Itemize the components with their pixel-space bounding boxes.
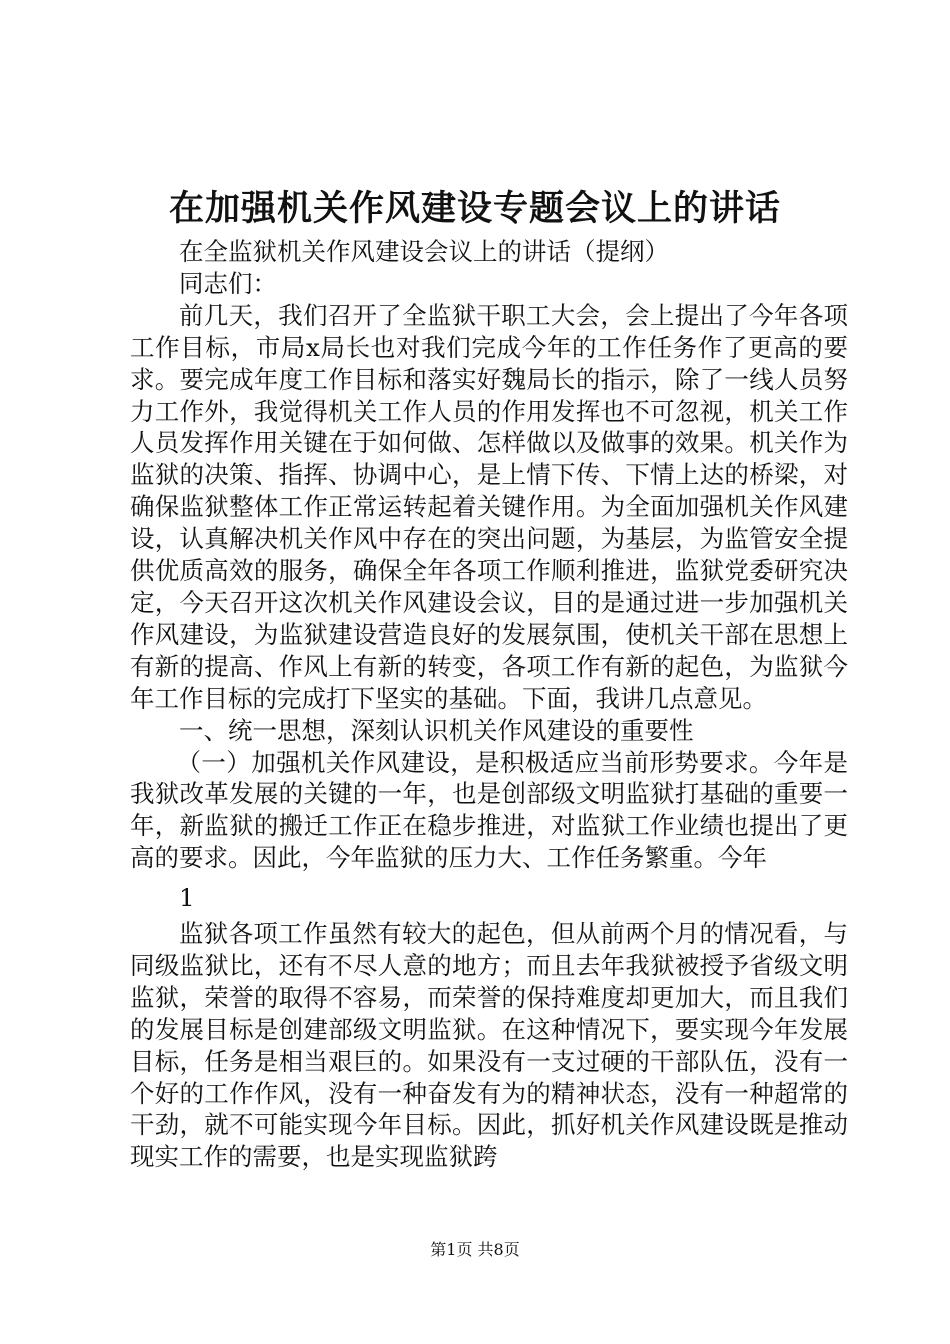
document-title: 在加强机关作风建设专题会议上的讲话 [168,188,781,229]
section-heading: 一、统一思想，深刻认识机关作风建设的重要性 [179,715,694,745]
body-paragraph: 监狱各项工作虽然有较大的起色，但从前两个月的情况看，与同级监狱比，还有不尽人意的地方；而且去年我狱被授予省级文明监狱，荣誉的取得不容易，而荣誉的保持难度却更加大，而且我们的发展目标是创建部级文明监狱。在这种情况下，要实现今年发展目标，任务是相当艰巨的。如果没有一支过硬的干部队伍，没有一个好的工作作风，没有一种奋发有为的精神状态，没有一种超常的干劲，就不可能实现今年目标。因此，抓好机关作风建设既是推动现实工作的需要，也是实现监狱跨 [130,919,848,1172]
inline-page-number: 1 [179,883,195,913]
subtitle-paragraph: 在全监狱机关作风建设会议上的讲话（提纲） [179,237,669,266]
body-paragraph: （一）加强机关作风建设，是积极适应当前形势要求。今年是我狱改革发展的关键的一年，也是创部级文明监狱打基础的重要一年，新监狱的搬迁工作正在稳步推进，对监狱工作业绩也提出了更高的要求。因此，今年监狱的压力大、工作任务繁重。今年 [130,747,848,873]
body-paragraph: 前几天，我们召开了全监狱干职工大会，会上提出了今年各项工作目标，市局x局长也对我们完成今年的工作任务作了更高的要求。要完成年度工作目标和落实好魏局长的指示，除了一线人员努力工作外，我觉得机关工作人员的作用发挥也不可忽视，机关工作人员发挥作用关键在于如何做、怎样做以及做事的效果。机关作为监狱的决策、指挥、协调中心，是上情下传、下情上达的桥梁，对确保监狱整体工作正常运转起着关键作用。为全面加强机关作风建设，认真解决机关作风中存在的突出问题，为基层，为监管安全提供优质高效的服务，确保全年各项工作顺利推进，监狱党委研究决定，今天召开这次机关作风建设会议，目的是通过进一步加强机关作风建设，为监狱建设营造良好的发展氛围，使机关干部在思想上有新的提高、作风上有新的转变，各项工作有新的起色，为监狱今年工作目标的完成打下坚实的基础。下面，我讲几点意见。 [130,300,848,713]
page-footer: 第1页 共8页 [430,1240,520,1259]
salutation-paragraph: 同志们： [179,268,277,298]
document-body [130,236,848,1173]
